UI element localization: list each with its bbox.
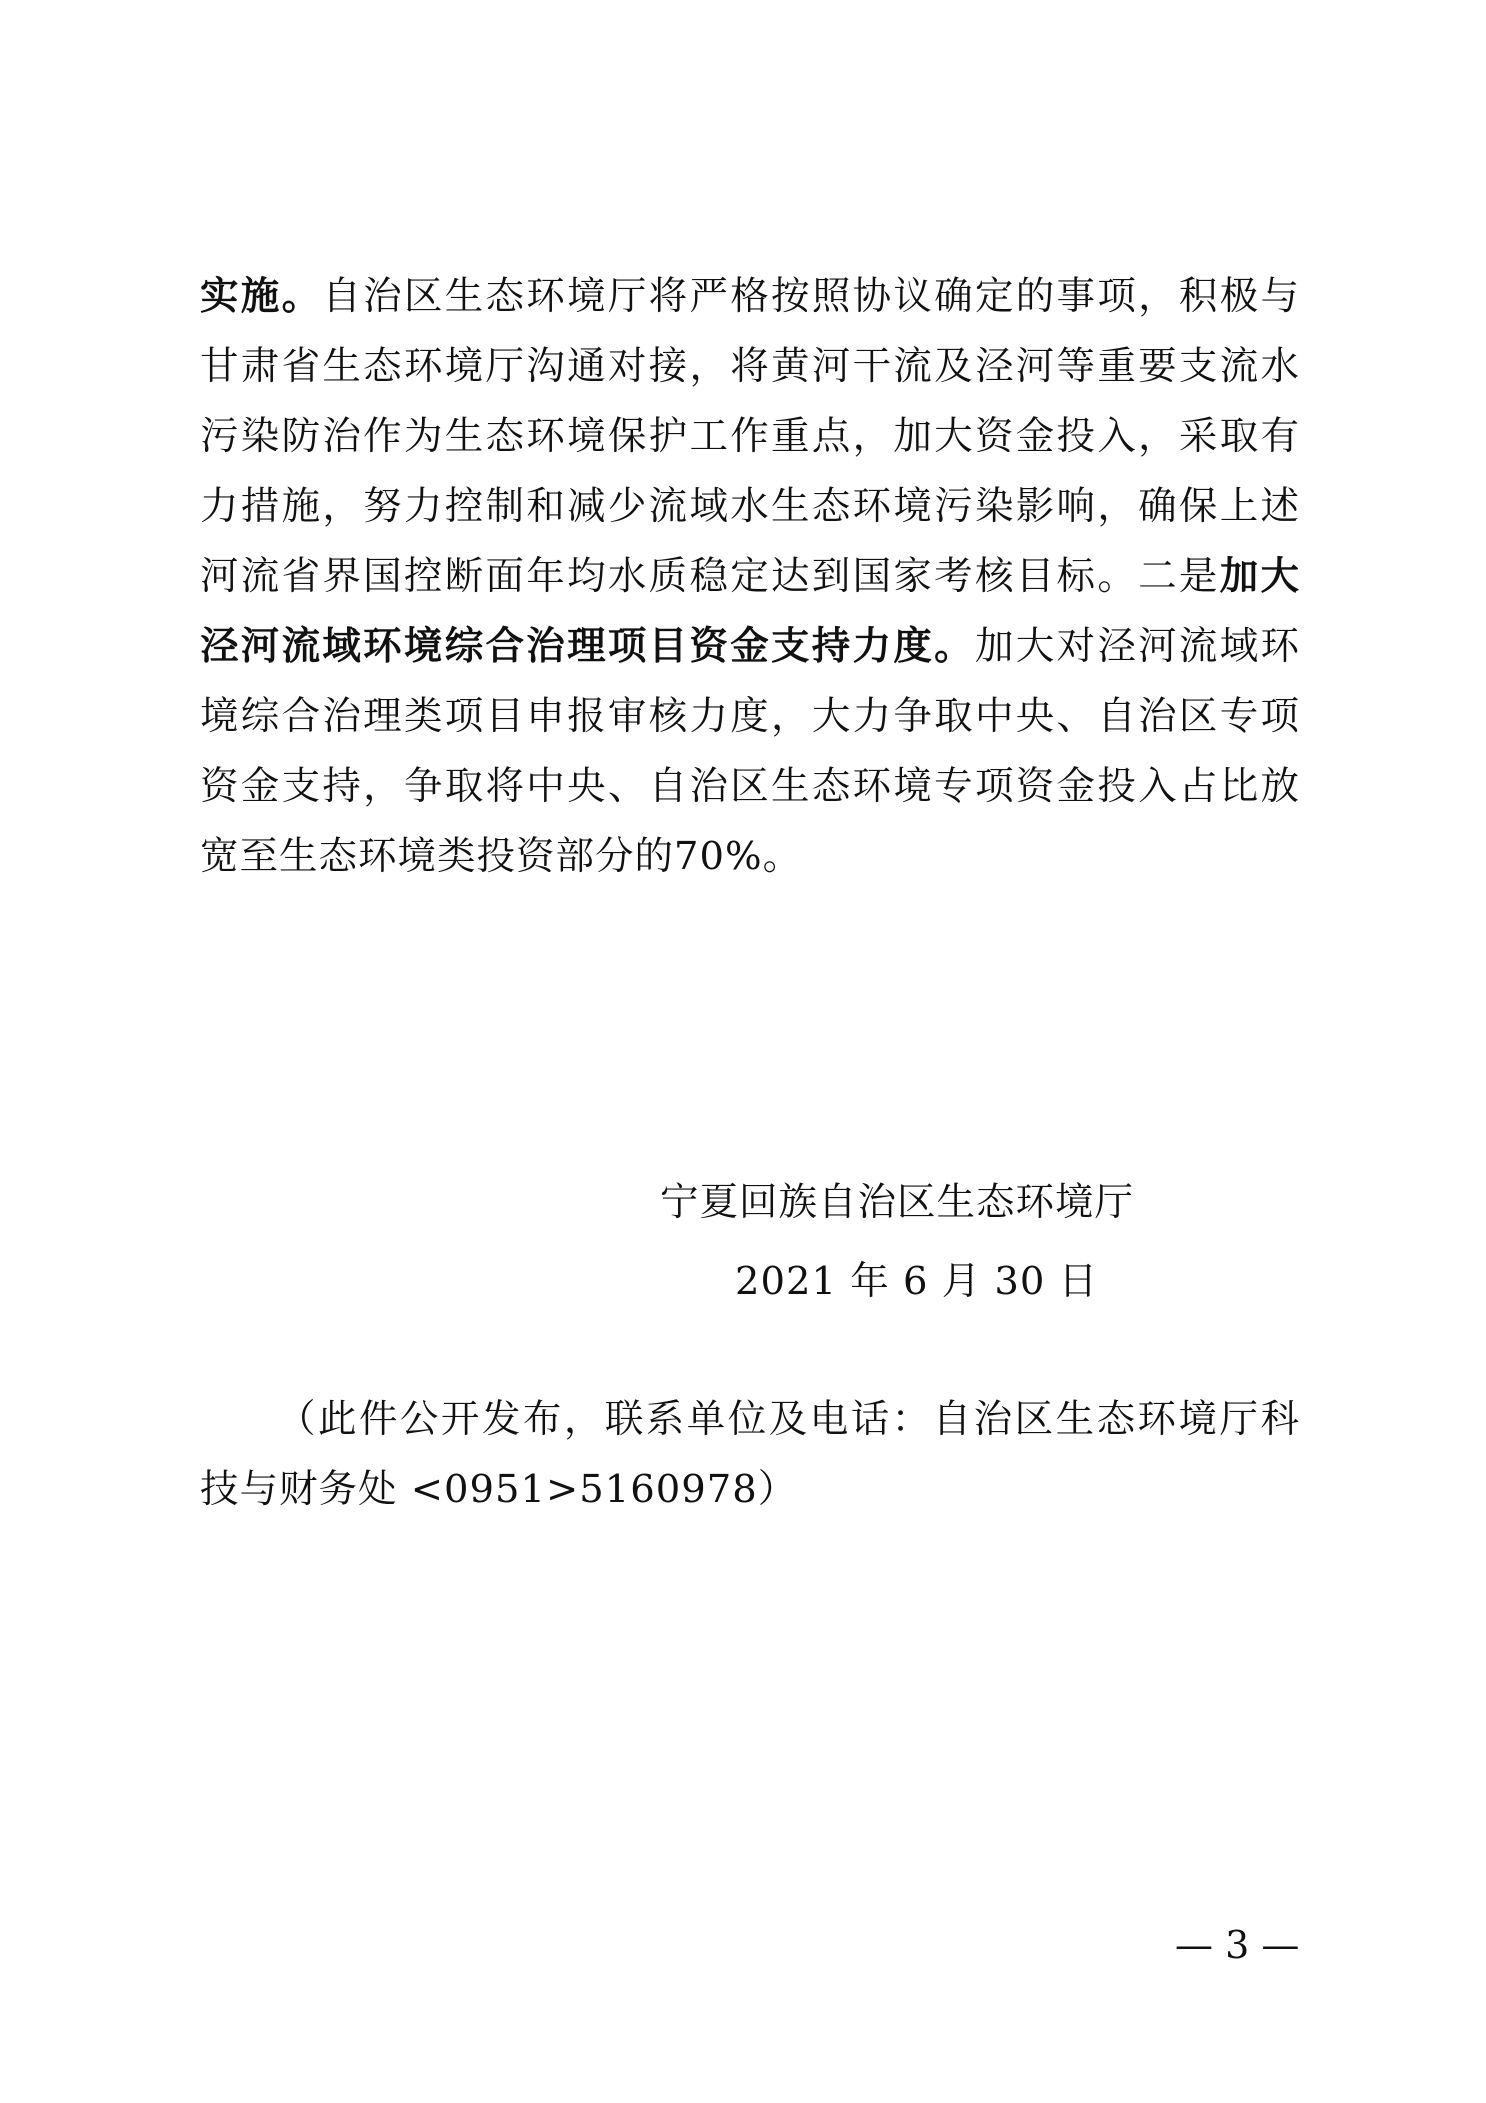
lead-heading-bold: 实施。 xyxy=(200,274,323,319)
page-number: — 3 — xyxy=(1175,1923,1300,1967)
signature-date: 2021 年 6 月 30 日 xyxy=(735,1259,1099,1304)
body-paragraph xyxy=(200,262,1300,892)
publication-note: （此件公开发布，联系单位及电话：自治区生态环境厅科技与财务处 <0951>5160978） xyxy=(200,1397,1300,1512)
signature-organization: 宁夏回族自治区生态环境厅 xyxy=(660,1180,1135,1225)
measure-heading-bold: 加大泾河流域环境综合治理项目资金支持力度。 xyxy=(200,554,1300,669)
body-text-part1: 自治区生态环境厅将严格按照协议确定的事项，积极与甘肃省生态环境厅沟通对接，将黄河干流及泾河等重要支流水污染防治作为生态环境保护工作重点，加大资金投入，采取有力措施，努力控制和减少流域水生态环境污染影响，确保上述河流省界国控断面年均水质稳定达到国家考核目标。二是 xyxy=(200,274,1300,599)
body-text-part2: 加大对泾河流域环境综合治理类项目申报审核力度，大力争取中央、自治区专项资金支持，争取将中央、自治区生态环境专项资金投入占比放宽至生态环境类投资部分的70%。 xyxy=(200,624,1300,879)
